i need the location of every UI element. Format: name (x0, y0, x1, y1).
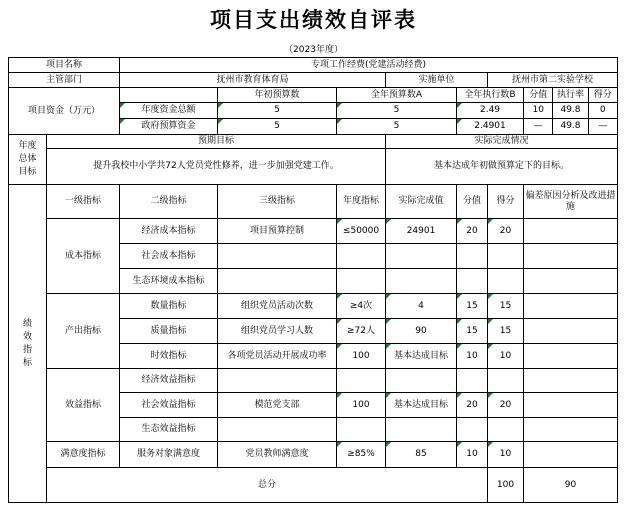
goals-content-row (9, 149, 618, 185)
perf-score: 20 (457, 219, 488, 244)
perf-target: ≤50000 (337, 219, 386, 244)
perf-l2: 生态环境成本指标 (120, 269, 218, 294)
unit-value: 抚州市第二实验学校 (488, 73, 618, 88)
perf-header-got: 得分 (488, 185, 524, 219)
perf-target: ≥72人 (337, 319, 386, 344)
perf-l1-cost: 成本指标 (47, 219, 120, 294)
perf-row (9, 219, 618, 244)
perf-l3: 组织党员活动次数 (218, 294, 337, 319)
perf-actual: 85 (386, 442, 457, 468)
funds-header-blank (120, 88, 218, 103)
perf-header-l2: 二级指标 (120, 185, 218, 219)
funds-row-annual: 5 (337, 119, 457, 135)
funds-header-score: 分值 (524, 88, 553, 102)
perf-l2: 社会效益指标 (120, 393, 218, 418)
total-label: 总分 (47, 468, 488, 503)
perf-target (337, 418, 386, 442)
perf-l3: 各项党员活动开展成功率 (218, 344, 337, 369)
perf-actual (386, 269, 457, 294)
perf-l2: 经济成本指标 (120, 219, 218, 244)
dept-value: 抚州市教育体育局 (120, 73, 386, 88)
perf-actual: 24901 (386, 219, 457, 244)
funds-label: 项目资金（万元） (9, 88, 120, 135)
funds-header-got: 得分 (593, 90, 612, 100)
total-row (9, 468, 618, 503)
page-title: 项目支出绩效自评表 (210, 8, 417, 32)
perf-got: 15 (488, 319, 524, 344)
funds-header-executed: 全年执行数B (457, 88, 524, 103)
perf-target: ≥4次 (337, 294, 386, 319)
perf-score: 15 (457, 294, 488, 319)
funds-row-executed: 2.49 (457, 103, 524, 119)
perf-l3: 组织党员学习人数 (218, 319, 337, 344)
perf-reason (524, 319, 618, 344)
funds-row-got: — (598, 121, 608, 131)
goals-actual-header: 实际完成情况 (386, 135, 618, 149)
perf-header-row (9, 185, 618, 219)
perf-row (9, 442, 618, 468)
funds-row-rate: 49.8 (553, 119, 588, 134)
perf-actual: 4 (386, 294, 457, 319)
perf-target (337, 244, 386, 269)
perf-actual: 90 (386, 319, 457, 344)
funds-header-rate: 执行率 (553, 88, 588, 102)
perf-reason (524, 418, 618, 442)
funds-row-tail (524, 119, 618, 135)
project-name-row (9, 58, 618, 73)
perf-got: 15 (488, 294, 524, 319)
goals-expected-header: 预期目标 (47, 135, 386, 149)
perf-l1-satisfaction: 满意度指标 (47, 442, 120, 468)
perf-target (337, 369, 386, 393)
total-got: 90 (524, 468, 618, 503)
perf-label: 绩效指标 (9, 185, 47, 503)
funds-row-tail (524, 103, 618, 119)
perf-l3: 党员教师满意度 (218, 442, 337, 468)
perf-score (457, 269, 488, 294)
perf-actual: 基本达成目标 (386, 393, 457, 418)
perf-l2: 生态效益指标 (120, 418, 218, 442)
goals-header-row (9, 135, 618, 149)
perf-row (9, 369, 618, 393)
perf-reason (524, 442, 618, 468)
perf-header-l3: 三级指标 (218, 185, 337, 219)
perf-header-target: 年度指标 (337, 185, 386, 219)
perf-l2: 服务对象满意度 (120, 442, 218, 468)
dept-row (9, 73, 618, 88)
perf-reason (524, 219, 618, 244)
perf-actual (386, 244, 457, 269)
perf-reason (524, 393, 618, 418)
perf-reason (524, 369, 618, 393)
funds-header-annual: 全年预算数A (337, 88, 457, 103)
perf-score (457, 418, 488, 442)
perf-l3: 模范党支部 (218, 393, 337, 418)
perf-header-actual: 实际完成值 (386, 185, 457, 219)
goals-expected-text: 提升我校中小学共72人党员党性修养，进一步加强党建工作。 (47, 149, 386, 185)
funds-row-initial: 5 (218, 119, 337, 135)
perf-score: 20 (457, 393, 488, 418)
perf-got (488, 418, 524, 442)
funds-row-rate: 49.8 (553, 103, 588, 118)
perf-l2: 时效指标 (120, 344, 218, 369)
perf-header-reason: 偏差原因分析及改进措施 (524, 185, 618, 219)
funds-row-score: — (524, 119, 553, 134)
funds-header-initial: 年初预算数 (218, 88, 337, 103)
perf-header-score: 分值 (457, 185, 488, 219)
funds-row-name: 政府预算资金 (120, 119, 218, 135)
funds-header-row (9, 88, 618, 103)
dept-label: 主管部门 (9, 73, 120, 88)
year-subtitle: （2023年度） (284, 45, 343, 55)
perf-got: 20 (488, 393, 524, 418)
perf-reason (524, 294, 618, 319)
evaluation-table (8, 57, 618, 503)
perf-reason (524, 244, 618, 269)
perf-got (488, 369, 524, 393)
perf-target: 100 (337, 344, 386, 369)
project-name-value: 专项工作经费(党建活动经费) (120, 58, 618, 73)
perf-l3 (218, 418, 337, 442)
funds-row-annual: 5 (337, 103, 457, 119)
perf-got (488, 269, 524, 294)
perf-l2: 质量指标 (120, 319, 218, 344)
perf-l3 (218, 244, 337, 269)
perf-target (337, 269, 386, 294)
total-score: 100 (488, 468, 524, 503)
perf-score: 10 (457, 442, 488, 468)
perf-score: 15 (457, 319, 488, 344)
perf-reason (524, 269, 618, 294)
perf-l2: 社会成本指标 (120, 244, 218, 269)
perf-l3 (218, 369, 337, 393)
perf-score (457, 244, 488, 269)
perf-row (9, 294, 618, 319)
funds-row-initial: 5 (218, 103, 337, 119)
perf-actual (386, 418, 457, 442)
funds-row-got: 0 (599, 105, 606, 115)
perf-l3 (218, 269, 337, 294)
perf-actual: 基本达成目标 (386, 344, 457, 369)
goals-label: 年度总体目标 (9, 135, 47, 185)
funds-header-tail (524, 88, 618, 103)
perf-actual (386, 369, 457, 393)
perf-l2: 数量指标 (120, 294, 218, 319)
perf-target: ≥85% (337, 442, 386, 468)
perf-got: 10 (488, 344, 524, 369)
perf-l2: 经济效益指标 (120, 369, 218, 393)
perf-got: 20 (488, 219, 524, 244)
perf-l1-output: 产出指标 (47, 294, 120, 369)
perf-score: 10 (457, 344, 488, 369)
perf-target: 100 (337, 393, 386, 418)
perf-got: 10 (488, 442, 524, 468)
goals-actual-text: 基本达成年初做预算定下的目标。 (386, 149, 618, 185)
perf-score (457, 369, 488, 393)
project-name-label: 项目名称 (9, 58, 120, 73)
funds-row-score: 10 (524, 103, 553, 118)
unit-label: 实施单位 (386, 73, 488, 88)
funds-row-name: 年度资金总额 (120, 103, 218, 119)
perf-l3: 项目预算控制 (218, 219, 337, 244)
perf-l1-benefit: 效益指标 (47, 369, 120, 442)
perf-header-l1: 一级指标 (47, 185, 120, 219)
perf-got (488, 244, 524, 269)
perf-reason (524, 344, 618, 369)
funds-row-executed: 2.4901 (457, 119, 524, 135)
